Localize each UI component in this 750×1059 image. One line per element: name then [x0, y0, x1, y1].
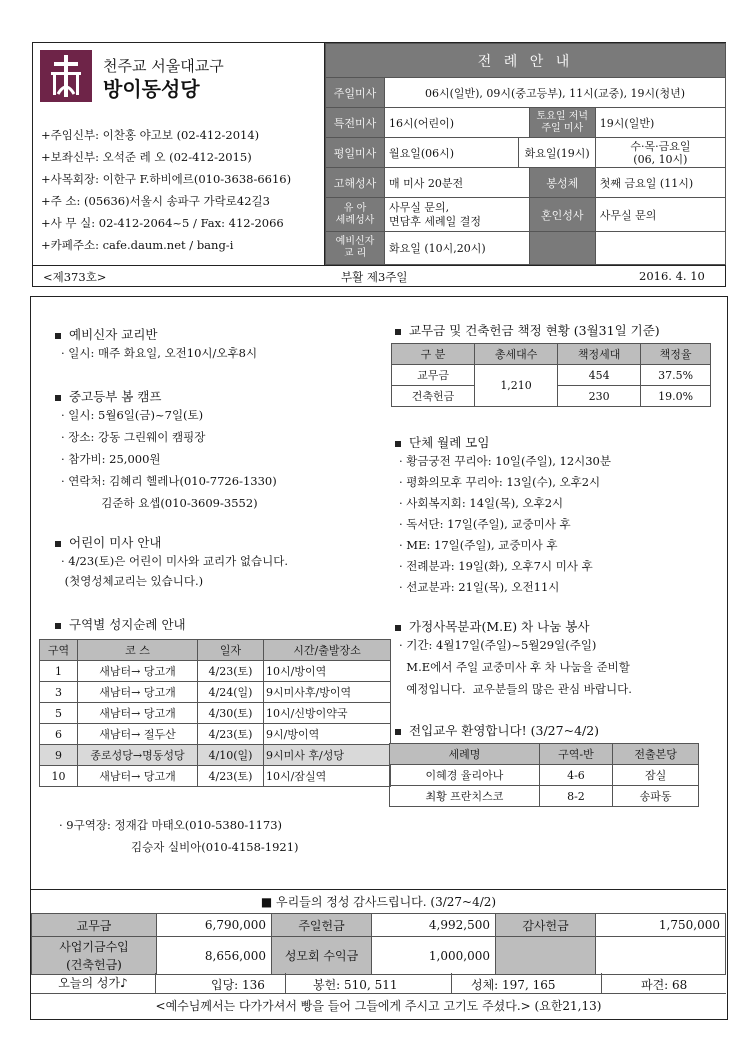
- meeting-line: · 선교분과: 21일(목), 오전11시: [399, 580, 560, 594]
- marriage-info: 사무실 문의: [595, 198, 725, 232]
- baptism-info: 사무실 문의, 면담후 세례일 결정: [385, 198, 530, 232]
- parish-info: [33, 43, 324, 265]
- special-mass-label: 특전미사: [326, 108, 385, 138]
- confession-label: 고해성사: [326, 168, 385, 198]
- staff-line: +주 소: (05636)서울시 송파구 가락로42길3: [41, 194, 270, 208]
- sunday-mass-times: 06시(일반), 09시(중고등부), 11시(교중), 19시(청년): [385, 78, 726, 108]
- empty-cell: [596, 937, 726, 975]
- hymn-recessional: 파견: 68: [641, 978, 688, 992]
- issue-bar: [32, 266, 726, 287]
- staff-line: +사 무 실: 02-412-2064~5 / Fax: 412-2066: [41, 216, 284, 230]
- info-line: · 참가비: 25,000원: [61, 452, 161, 466]
- hymn-row: [31, 973, 726, 994]
- weekday-mon: 월요일(06시): [385, 138, 519, 168]
- thanks-title: ■ 우리들의 정성 감사드립니다. (3/27~4/2): [31, 889, 726, 913]
- info-line: M.E에서 주일 교중미사 후 차 나눔을 준비할: [399, 660, 630, 674]
- staff-line: +사목회장: 이한구 F.하비에르(010-3638-6616): [41, 172, 292, 186]
- meeting-line: · 평화의모후 꾸리아: 13일(수), 오후2시: [399, 475, 601, 489]
- parish-logo-icon: [40, 50, 92, 102]
- offering-table: [31, 913, 726, 975]
- info-line: 김준하 요셉(010-3609-3552): [61, 496, 258, 510]
- staff-line: +주임신부: 이찬홍 야고보 (02-412-2014): [41, 128, 260, 142]
- table-row: 1 새남터→ 당고개 4/23(토) 10시/방이역: [40, 661, 391, 682]
- column-header: 구역-반: [539, 744, 612, 765]
- gyomu-label: 교무금: [32, 914, 157, 937]
- column-header: 총세대수: [475, 344, 558, 365]
- table-row: 교무금 1,210 454 37.5%: [392, 365, 711, 386]
- section-title: 어린이 미사 안내: [55, 533, 161, 551]
- issue-number: <제373호>: [43, 270, 107, 284]
- liturgy-guide: [324, 43, 725, 265]
- sunday-mass-label: 주일미사: [326, 78, 385, 108]
- special-mass-time: 16시(어린이): [385, 108, 530, 138]
- section-title: 예비신자 교리반: [55, 325, 158, 343]
- info-line: · 일시: 5월6일(금)~7일(토): [61, 408, 204, 422]
- section-title: 전입교우 환영합니다! (3/27~4/2): [395, 721, 599, 739]
- section-title: 교무금 및 건축헌금 책정 현황 (3월31일 기준): [395, 321, 660, 339]
- empty-cell: [595, 232, 725, 265]
- welcome-table: [389, 743, 699, 807]
- empty-cell: [496, 937, 596, 975]
- zone-leader-line: 김승자 실비아(010-4158-1921): [131, 840, 299, 854]
- baptism-label: 유 아 세례성사: [326, 198, 385, 232]
- hymn-offertory: 봉헌: 510, 511: [313, 978, 398, 992]
- catechumen-time: 화요일 (10시,20시): [385, 232, 530, 265]
- column-header: 전출본당: [613, 744, 699, 765]
- info-line: · 일시: 매주 화요일, 오전10시/오후8시: [61, 346, 258, 360]
- hymn-communion: 성체: 197, 165: [471, 978, 556, 992]
- table-row: 최황 프란치스코 8-2 송파동: [390, 786, 699, 807]
- sunday-offering-label: 주일헌금: [272, 914, 372, 937]
- table-row: 6 새남터→ 절두산 4/23(토) 9시/방이역: [40, 724, 391, 745]
- meeting-line: · 독서단: 17일(주일), 교중미사 후: [399, 517, 571, 531]
- project-fund-value: 8,656,000: [157, 937, 272, 975]
- issue-date: 2016. 4. 10: [639, 269, 705, 283]
- bulletin-body: [30, 296, 728, 1020]
- marriage-label: 혼인성사: [529, 198, 595, 232]
- diocese-name: 천주교 서울대교구: [103, 57, 224, 75]
- section-title: 단체 월례 모임: [395, 433, 489, 451]
- table-row: 10 새남터→ 당고개 4/23(토) 10시/잠실역: [40, 766, 391, 787]
- section-title: 가정사목분과(M.E) 차 나눔 봉사: [395, 617, 589, 635]
- table-row: 이혜경 율리아나 4-6 잠실: [390, 765, 699, 786]
- adoration-time: 첫째 금요일 (11시): [595, 168, 725, 198]
- zone-leader-line: · 9구역장: 정재갑 마태오(010-5380-1173): [59, 818, 283, 832]
- sale-label: 성모회 수익금: [272, 937, 372, 975]
- table-row: 5 새남터→ 당고개 4/30(토) 10시/신방이약국: [40, 703, 391, 724]
- column-header: 일자: [198, 640, 264, 661]
- pilgrimage-table: [39, 639, 391, 787]
- info-line: 예정입니다. 교우분들의 많은 관심 바랍니다.: [399, 682, 632, 696]
- info-line: · 연락처: 김혜리 헬레나(010-7726-1330): [61, 474, 277, 488]
- meeting-line: · 사회복지회: 14일(목), 오후2시: [399, 496, 564, 510]
- meeting-line: · 전례분과: 19일(화), 오후7시 미사 후: [399, 559, 593, 573]
- confession-time: 매 미사 20분전: [385, 168, 530, 198]
- liturgy-title: 전 례 안 내: [326, 44, 726, 78]
- column-header: 책정율: [641, 344, 711, 365]
- parish-name: 방이동성당: [103, 77, 200, 101]
- column-header: 구역: [40, 640, 78, 661]
- section-title: 중고등부 봄 캠프: [55, 387, 161, 405]
- staff-line: +보좌신부: 오석준 레 오 (02-412-2015): [41, 150, 252, 164]
- table-row-highlighted: 9 종로성당→명동성당 4/10(일) 9시미사 후/성당: [40, 745, 391, 766]
- table-row: 3 새남터→ 당고개 4/24(일) 9시미사후/방이역: [40, 682, 391, 703]
- table-row: 건축헌금 230 19.0%: [392, 386, 711, 407]
- sat-evening-label: 토요일 저녁 주일 미사: [529, 108, 595, 138]
- sat-evening-time: 19시(일반): [595, 108, 725, 138]
- hymn-label: 오늘의 성가♪: [31, 973, 156, 994]
- gyomu-value: 6,790,000: [157, 914, 272, 937]
- info-line: · 4/23(토)은 어린이 미사와 교리가 없습니다.: [61, 554, 289, 568]
- thanks-offering-value: 1,750,000: [596, 914, 726, 937]
- column-header: 코 스: [78, 640, 198, 661]
- info-line: · 기간: 4월17일(주일)~5월29일(주일): [399, 638, 597, 652]
- info-line: · 장소: 강동 그린웨이 캠핑장: [61, 430, 206, 444]
- section-title: 구역별 성지순례 안내: [55, 615, 186, 633]
- weekday-tue: 화요일(19시): [519, 138, 595, 168]
- thanks-offering-label: 감사헌금: [496, 914, 596, 937]
- column-header: 구 분: [392, 344, 475, 365]
- adoration-label: 봉성체: [529, 168, 595, 198]
- empty-cell: [529, 232, 595, 265]
- staff-line: +카페주소: cafe.daum.net / bang-i: [41, 238, 234, 252]
- bulletin-header: [32, 42, 726, 266]
- column-header: 책정세대: [558, 344, 641, 365]
- liturgy-table: [325, 43, 726, 265]
- weekday-mass-label: 평일미사: [326, 138, 385, 168]
- fund-table: [391, 343, 711, 407]
- info-line: (첫영성체교리는 있습니다.): [61, 574, 204, 588]
- catechumen-label: 예비신자 교 리: [326, 232, 385, 265]
- meeting-line: · 황금궁전 꾸리아: 10일(주일), 12시30분: [399, 454, 611, 468]
- sunday-offering-value: 4,992,500: [372, 914, 496, 937]
- sale-value: 1,000,000: [372, 937, 496, 975]
- column-header: 세례명: [390, 744, 540, 765]
- scripture-quote: <예수님께서는 다가가셔서 빵을 들어 그들에게 주시고 고기도 주셨다.> (요한21,13): [155, 999, 602, 1013]
- weekday-wed-fri: 수·목·금요일 (06, 10시): [595, 138, 725, 168]
- meeting-line: · ME: 17일(주일), 교중미사 후: [399, 538, 558, 552]
- column-header: 시간/출발장소: [264, 640, 391, 661]
- sunday-name: 부활 제3주일: [341, 270, 408, 284]
- hymn-entrance: 입당: 136: [211, 978, 265, 992]
- project-fund-label: 사업기금수입 (건축헌금): [32, 937, 157, 975]
